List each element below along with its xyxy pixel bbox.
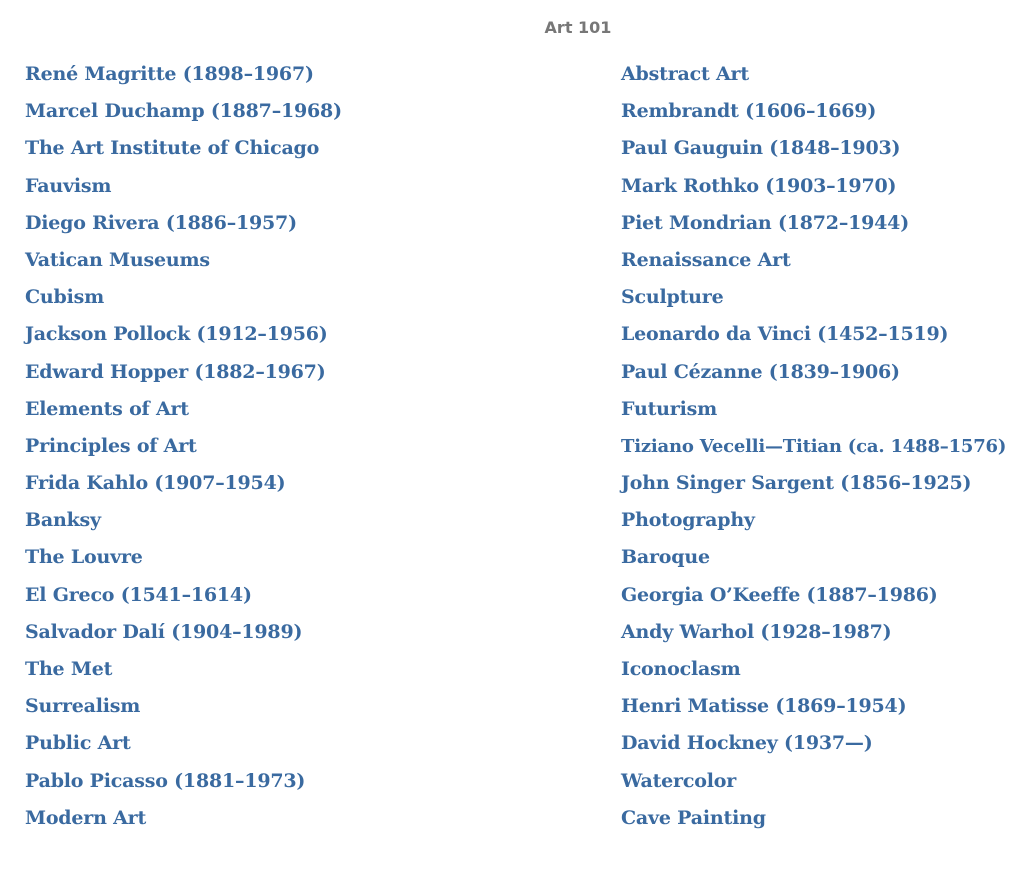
list-item xyxy=(25,502,342,539)
topic-link[interactable]: Cave Painting xyxy=(621,806,766,829)
list-item xyxy=(25,354,342,391)
list-item xyxy=(621,651,1006,688)
topic-link[interactable]: Leonardo da Vinci (1452–1519) xyxy=(621,323,949,346)
list-item xyxy=(621,688,1006,725)
list-item xyxy=(25,577,342,614)
topic-link[interactable]: Paul Gauguin (1848–1903) xyxy=(621,137,901,160)
list-item xyxy=(25,614,342,651)
list-item xyxy=(621,93,1006,130)
topic-link[interactable]: Elements of Art xyxy=(25,397,189,420)
list-item xyxy=(621,539,1006,576)
list-item xyxy=(621,56,1006,93)
topic-link[interactable]: The Louvre xyxy=(25,546,143,569)
list-item xyxy=(621,168,1006,205)
topic-link[interactable]: Iconoclasm xyxy=(621,658,741,680)
topic-link[interactable]: The Art Institute of Chicago xyxy=(25,137,320,160)
list-item xyxy=(25,205,342,242)
page-title: Art 101 xyxy=(544,18,612,37)
topic-link[interactable]: Modern Art xyxy=(25,806,147,829)
list-item xyxy=(25,93,342,130)
topic-link[interactable]: Mark Rothko (1903–1970) xyxy=(621,174,897,197)
topic-link[interactable]: Surrealism xyxy=(25,695,141,718)
topic-link[interactable]: El Greco (1541–1614) xyxy=(25,583,252,606)
list-item xyxy=(25,539,342,576)
topic-link[interactable]: Henri Matisse (1869–1954) xyxy=(621,695,907,718)
list-item xyxy=(25,279,342,316)
topic-link[interactable]: Andy Warhol (1928–1987) xyxy=(621,620,892,643)
topic-link[interactable]: Marcel Duchamp (1887–1968) xyxy=(25,100,342,123)
topic-link[interactable]: Edward Hopper (1882–1967) xyxy=(25,360,326,383)
topic-link[interactable]: Cubism xyxy=(25,286,105,309)
topic-link[interactable]: Paul Cézanne (1839–1906) xyxy=(621,360,900,383)
topic-link[interactable]: Futurism xyxy=(621,397,717,420)
list-item xyxy=(621,279,1006,316)
topic-link[interactable]: Baroque xyxy=(621,546,710,569)
right-topic-list xyxy=(621,56,1006,837)
list-item xyxy=(25,56,342,93)
list-item xyxy=(25,316,342,353)
list-item xyxy=(25,130,342,167)
topic-link[interactable]: Banksy xyxy=(25,509,101,532)
topic-link[interactable]: Jackson Pollock (1912–1956) xyxy=(25,323,328,346)
list-item xyxy=(621,428,1006,465)
topic-link[interactable]: Renaissance Art xyxy=(621,248,791,271)
list-item xyxy=(621,316,1006,353)
topic-link[interactable]: Frida Kahlo (1907–1954) xyxy=(25,472,286,495)
list-item xyxy=(25,242,342,279)
topic-link[interactable]: Vatican Museums xyxy=(25,248,210,271)
topic-link[interactable]: Diego Rivera (1886–1957) xyxy=(25,211,297,234)
list-item xyxy=(25,168,342,205)
list-item xyxy=(25,465,342,502)
topic-link[interactable]: John Singer Sargent (1856–1925) xyxy=(621,472,972,495)
topic-link[interactable]: Piet Mondrian (1872–1944) xyxy=(621,211,909,234)
list-item xyxy=(621,391,1006,428)
topic-link[interactable]: Public Art xyxy=(25,732,131,755)
topic-link[interactable]: Watercolor xyxy=(621,769,737,792)
list-item xyxy=(621,205,1006,242)
topic-link[interactable]: Principles of Art xyxy=(25,434,197,457)
list-item xyxy=(621,242,1006,279)
list-item xyxy=(621,614,1006,651)
list-item xyxy=(621,800,1006,837)
list-item xyxy=(621,465,1006,502)
list-item xyxy=(621,725,1006,762)
list-item xyxy=(25,725,342,762)
topic-link[interactable]: Sculpture xyxy=(621,286,724,309)
topic-link[interactable]: Fauvism xyxy=(25,174,112,197)
list-item xyxy=(25,651,342,688)
list-item xyxy=(621,130,1006,167)
list-item xyxy=(621,354,1006,391)
topic-link[interactable]: Georgia O’Keeffe (1887–1986) xyxy=(621,583,938,606)
left-topic-list xyxy=(25,56,342,837)
topic-link[interactable]: Salvador Dalí (1904–1989) xyxy=(25,620,303,643)
topic-link[interactable]: The Met xyxy=(25,658,113,680)
topic-link[interactable]: Abstract Art xyxy=(621,63,749,85)
list-item xyxy=(25,391,342,428)
topic-link[interactable]: Tiziano Vecelli—Titian (ca. 1488–1576) xyxy=(621,435,1007,457)
list-item xyxy=(621,502,1006,539)
topic-link[interactable]: René Magritte (1898–1967) xyxy=(25,63,314,85)
topic-link[interactable]: David Hockney (1937—) xyxy=(621,732,873,755)
topic-link[interactable]: Photography xyxy=(621,509,755,532)
topic-link[interactable]: Pablo Picasso (1881–1973) xyxy=(25,769,306,792)
list-item xyxy=(25,763,342,800)
list-item xyxy=(621,763,1006,800)
list-item xyxy=(25,688,342,725)
topic-link[interactable]: Rembrandt (1606–1669) xyxy=(621,100,877,123)
list-item xyxy=(25,800,342,837)
list-item xyxy=(25,428,342,465)
list-item xyxy=(621,577,1006,614)
